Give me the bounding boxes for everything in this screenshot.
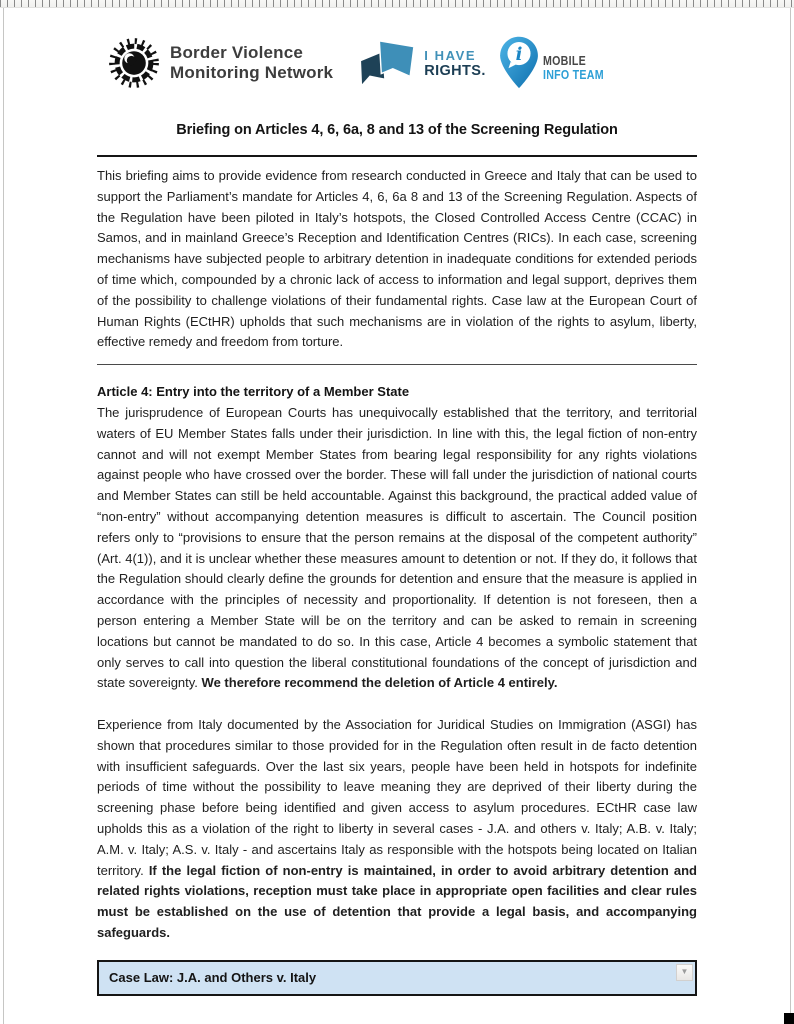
page-right-edge — [790, 8, 791, 1024]
document-title: Briefing on Articles 4, 6, 6a, 8 and 13 of the Screening Regulation — [176, 122, 618, 138]
mit-text-line2: INFO TEAM — [542, 67, 604, 82]
mit-logo-text — [543, 54, 617, 82]
case-law-box-label: Case Law: J.A. and Others v. Italy — [109, 970, 317, 986]
bvmn-logo-text — [170, 43, 333, 83]
article4-paragraph-1: The jurisprudence of European Courts has unequivocally established that the territory, and territorial waters of EU Member States falls under their jurisdiction. In line with this, the legal fiction of non-entry cannot and will not exempt Member States from bearing legal responsibility for any rights violations against people who have crossed over the border. These will fall under the jurisdiction of national courts and Member States can still be held accountable. Against this background, the practical added value of “non-entry” without accompanying detention measures is difficult to ascertain. The Council position refers only to “provisions to ensure that the person remains at the disposal of the competent authority” (Art. 4(1)), and it is unclear whether these measures amount to detention or not. If they do, it follows that the Regulation should clearly define the grounds for detention and ensure that the measure is applied in accordance with the principles of necessity and proportionality. If detention is not foreseen, then a person entering a Member State will be on the territory and can be asked to remain in screening locations but cannot be mandated to do so. In this case, Article 4 becomes a symbolic statement that only serves to call into question the liberal constitutional foundations of the concept of jurisdiction and state sovereignty. We therefore recommend the deletion of Article 4 entirely. — [97, 404, 697, 691]
article4-heading: Article 4: Entry into the territory of a Member State — [97, 384, 410, 400]
ihr-logo — [357, 38, 486, 88]
page-left-edge — [3, 8, 4, 1024]
case-law-dropdown-button[interactable] — [676, 964, 693, 981]
bvmn-barbed-lens-icon — [107, 36, 161, 90]
ruler — [0, 0, 794, 8]
section-divider-line — [97, 364, 697, 365]
ihr-speech-bubbles-icon — [357, 38, 419, 88]
case-law-collapsible-header[interactable] — [97, 960, 697, 996]
mit-text-line1: MOBILE — [542, 53, 586, 68]
page-content — [97, 8, 697, 996]
bvmn-logo — [107, 36, 333, 90]
mit-location-pin-icon — [498, 35, 540, 91]
corner-artifact — [784, 1013, 794, 1024]
logos-header — [97, 30, 697, 96]
chevron-down-icon: ▼ — [680, 967, 689, 977]
title-divider-line — [97, 155, 697, 157]
intro-paragraph: This briefing aims to provide evidence from research conducted in Greece and Italy that can be used to support the Parliament’s mandate for Articles 4, 6, 6a 8 and 13 of the Screening Regulation. Aspects of the Regulation have been piloted in Italy’s hotspots, the Closed Controlled Access Centre (CCAC) in Samos, and in mainland Greece’s Reception and Identification Centres (RICs). In each case, screening mechanisms have subjected people to arbitrary detention in inadequate conditions for extended periods of time which, compounded by a chronic lack of access to information and legal support, deprives them of the possibility to challenge violations of their fundamental rights. Case law at the European Court of Human Rights (ECtHR) upholds that such mechanisms are in violation of the rights to asylum, liberty, effective remedy and freedom from torture. — [97, 168, 697, 350]
article4-paragraph-2: Experience from Italy documented by the Association for Juridical Studies on Immigration (ASGI) has shown that procedures similar to those provided for in the Regulation often result in de facto detention with insufficient safeguards. Over the last six years, people have been held in hotspots for indefinite periods of time without the possibility to leave meaning they are deprived of their liberty during the screening phase before being identified and given access to asylum procedures. ECtHR case law upholds this as a violation of the right to liberty in several cases - J.A. and others v. Italy; A.B. v. Italy; A.M. v. Italy; A.S. v. Italy - and ascertains Italy as responsible with the hotspots being located on Italian territory. If the legal fiction of non-entry is maintained, in order to avoid arbitrary detention and related rights violations, reception must take place in appropriate open facilities and clear rules must be established on the use of detention that provide a legal basis, and accompanying safeguards. — [97, 716, 697, 940]
ihr-text-line1: I HAVE — [424, 47, 477, 63]
bvmn-name-line1: Border Violence — [170, 43, 304, 62]
mit-logo — [498, 35, 617, 91]
bvmn-name-line2: Monitoring Network — [170, 63, 334, 82]
ihr-text-line2: RIGHTS. — [424, 62, 486, 79]
svg-text:i: i — [515, 43, 523, 65]
ihr-logo-text — [424, 48, 486, 79]
